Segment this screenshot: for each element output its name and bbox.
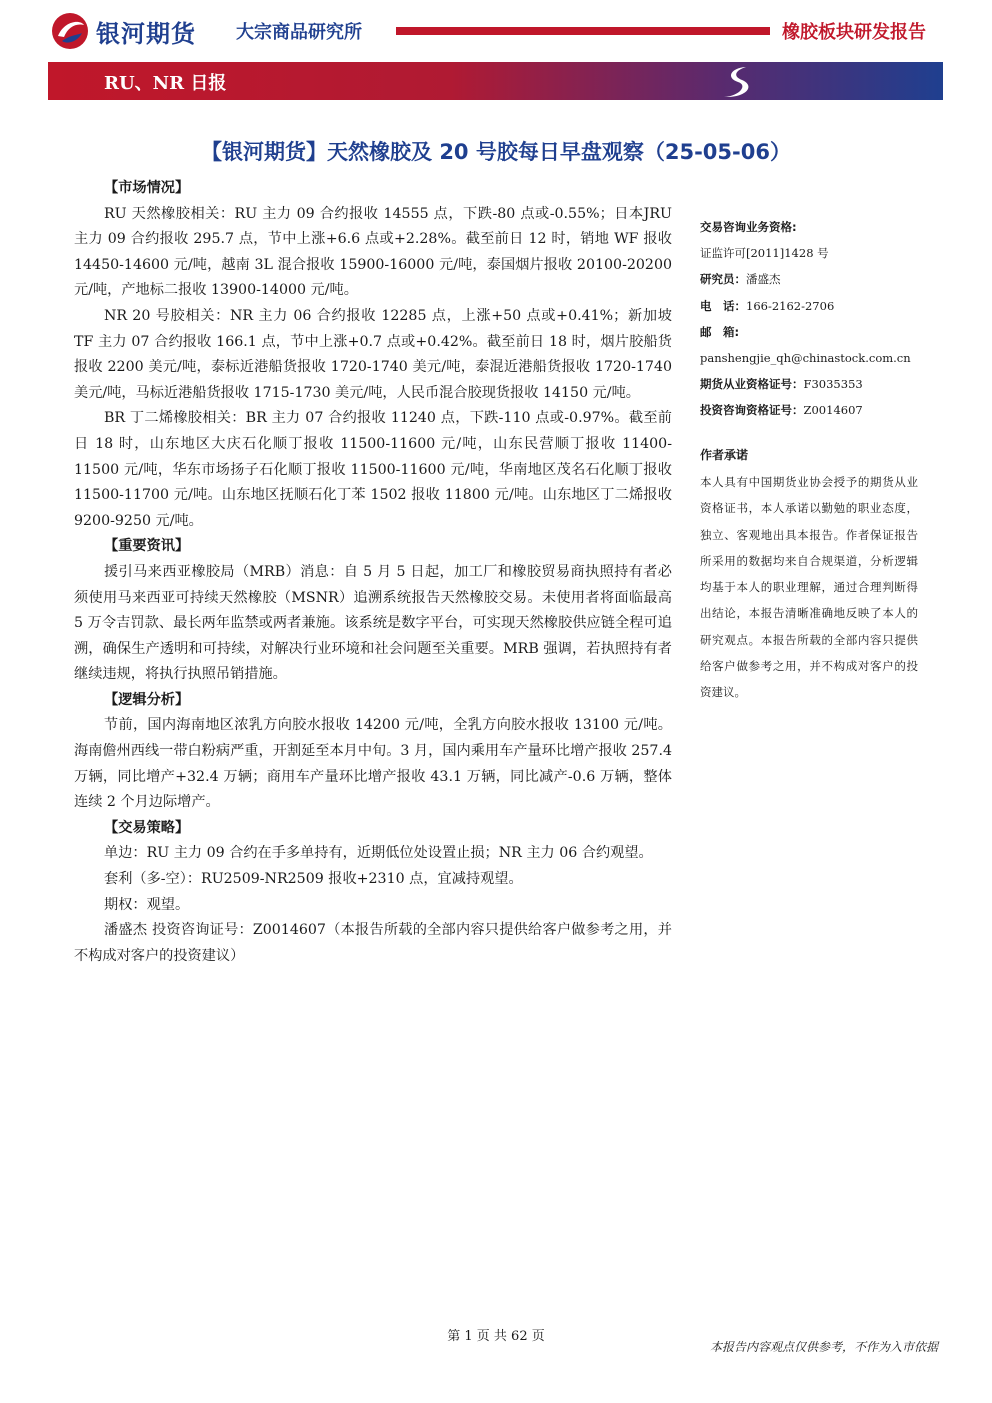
author-statement: 本人具有中国期货业协会授予的期货从业资格证书，本人承诺以勤勉的职业态度，独立、客观地出具本报告。作者保证报告所采用的数据均来自合规渠道，分析逻辑均基于本人的职业理解，通过合理判断得出结论，本报告清晰准确地反映了本人的研究观点。本报告所载的全部内容只提供给客户做参考之用，并不构成对客户的投资建议。: [700, 475, 918, 700]
statement-heading: 作者承诺: [700, 448, 749, 462]
galaxy-logo-icon: [48, 11, 92, 51]
analyst-name: 潘盛杰: [746, 272, 781, 287]
page-title: 【银河期货】天然橡胶及 20 号胶每日早盘观察（25-05-06）: [201, 140, 791, 164]
license-value: 证监许可[2011]1428 号: [700, 246, 829, 261]
report-body: [74, 176, 672, 969]
paragraph-arbitrage: 套利（多-空）：RU2509-NR2509 报收+2310 点，宜减持观望。: [104, 871, 523, 888]
paragraph-analysis: 节前，国内海南地区浓乳方向胶水报收 14200 元/吨，全乳方向胶水报收 13100 元/吨。海南儋州西线一带白粉病严重，开割延至本月中旬。3 月，国内乘用车产量环比增产报收 257.4 万辆，同比增产+32.4 万辆；商用车产量环比增产报收 43.1 万辆，同比减产-0.6 万辆，整体连续 2 个月边际增产。: [74, 717, 672, 811]
swoosh-icon: [716, 64, 756, 100]
section-heading-analysis: 【逻辑分析】: [104, 691, 190, 708]
paragraph-br: BR 丁二烯橡胶相关：BR 主力 07 合约报收 11240 点，下跌-110 点或-0.97%。截至前日 18 时，山东地区大庆石化顺丁报收 11500-11600 元/吨，山东民营顺丁报收 11400-11500 元/吨，华东市场扬子石化顺丁报收 11500-11600 元/吨，华南地区茂名石化顺丁报收 11500-11700 元/吨。山东地区抚顺石化丁苯 1502 报收 11800 元/吨。山东地区丁二烯报收 9200-9250 元/吨。: [74, 410, 672, 529]
advisory-cert-value: Z0014607: [803, 403, 863, 418]
paragraph-news: 援引马来西亚橡胶局（MRB）消息：自 5 月 5 日起，加工厂和橡胶贸易商执照持有者必须使用马来西亚可持续天然橡胶（MSNR）追溯系统报告天然橡胶交易。未使用者将面临最高 5 万令吉罚款、最长两年监禁或两者兼施。该系统是数字平台，可实现天然橡胶供应链全程可追溯，确保生产透明和可持续，对解决行业环境和社会问题至关重要。MRB 强调，若执照持有者继续违规，将执行执照吊销措施。: [74, 563, 672, 683]
analyst-label: 研究员：: [700, 272, 746, 287]
paragraph-single: 单边：RU 主力 09 合约在手多单持有，近期低位处设置止损；NR 主力 06 合约观望。: [104, 845, 653, 862]
analyst-info: [700, 214, 920, 424]
futures-cert-value: F3035353: [803, 377, 863, 392]
phone-label: 电 话：: [700, 298, 746, 313]
institute-name: 大宗商品研究所: [236, 22, 362, 43]
advisory-cert-row: [700, 397, 920, 423]
email-label-row: [700, 319, 920, 345]
page-number: 第 1 页 共 62 页: [447, 1329, 545, 1344]
company-logo: [48, 10, 218, 52]
analyst-row: [700, 266, 920, 292]
paragraph-options: 期权：观望。: [104, 896, 190, 913]
footer-disclaimer: 本报告内容观点仅供参考，不作为入市依据: [709, 1340, 938, 1354]
phone-row: [700, 293, 920, 319]
email-row: [700, 345, 920, 371]
logo-text: 银河期货: [96, 19, 196, 48]
qualification-label-row: [700, 214, 920, 240]
futures-cert-row: [700, 371, 920, 397]
section-heading-news: 【重要资讯】: [104, 538, 190, 555]
advisory-cert-label: 投资咨询资格证号：: [700, 403, 804, 418]
section-heading-strategy: 【交易策略】: [104, 819, 190, 836]
section-heading-market: 【市场情况】: [104, 180, 190, 196]
paragraph-nr: NR 20 号胶相关：NR 主力 06 合约报收 12285 点，上涨+50 点或+0.41%；新加坡 TF 主力 07 合约报收 166.1 点，节中上涨+0.7 点或+0.42%。截至前日 18 时，烟片胶船货报收 2200 美元/吨，泰标近港船货报收 1720-1740 美元/吨，泰混近港船货报收 1720-1740 美元/吨，马标近港船货报收 1715-1730 美元/吨，人民币混合胶现货报收 14150 元/吨。: [74, 307, 672, 401]
header-rule: [396, 27, 770, 35]
banner-title: RU、NR 日报: [104, 73, 227, 94]
license-row: [700, 240, 920, 266]
paragraph-ru: RU 天然橡胶相关：RU 主力 09 合约报收 14555 点，下跌-80 点或-0.55%；日本JRU 主力 09 合约报收 295.7 点，节中上涨+6.6 点或+2.28%。截至前日 12 时，销地 WF 报收 14450-14600 元/吨，越南 3L 混合报收 15900-16000 元/吨，泰国烟片报收 20100-20200 元/吨，产地标二报收 13900-14000 元/吨。: [74, 205, 672, 299]
futures-cert-label: 期货从业资格证号：: [700, 377, 804, 392]
email-label: 邮 箱:: [700, 324, 740, 339]
phone-value: 166-2162-2706: [746, 298, 835, 313]
report-type: 橡胶板块研发报告: [782, 22, 926, 43]
paragraph-signature: 潘盛杰 投资咨询证号：Z0014607（本报告所载的全部内容只提供给客户做参考之用，并不构成对客户的投资建议）: [74, 922, 672, 964]
email-value: panshengjie_qh@chinastock.com.cn: [700, 351, 911, 366]
report-banner: [48, 62, 943, 100]
qualification-label: 交易咨询业务资格:: [700, 220, 797, 234]
